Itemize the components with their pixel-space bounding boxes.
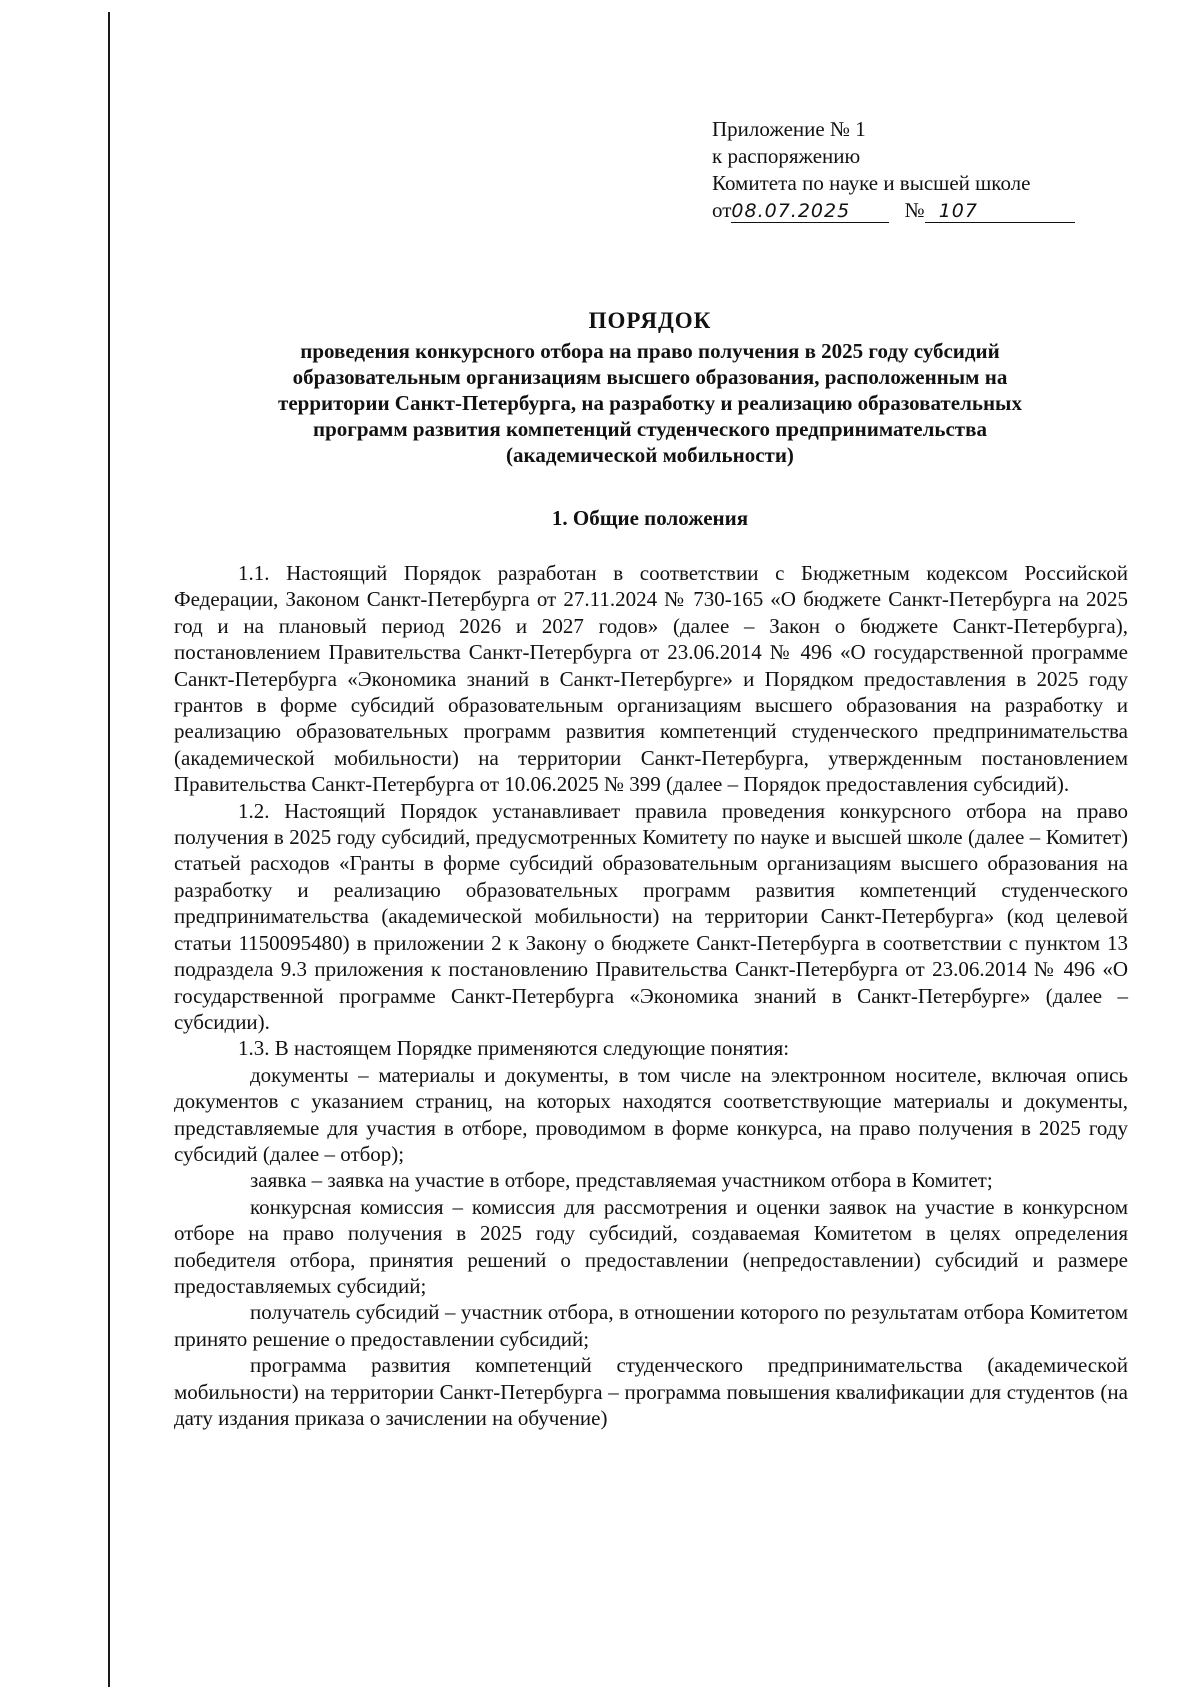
document-title <box>170 308 1130 468</box>
paragraph-1-1: 1.1. Настоящий Порядок разработан в соответствии с Бюджетным кодексом Российской Федерации, Законом Санкт-Петербурга от 27.11.2024 № 730-165 «О бюджете Санкт-Петербурга на 2025 год и на плановый период 2026 и 2027 годов» (далее – Закон о бюджете Санкт-Петербурга), постановлением Правительства Санкт-Петербурга от 23.06.2014 № 496 «О государственной программе Санкт-Петербурга «Экономика знаний в Санкт-Петербурге» и Порядком предоставления в 2025 году грантов в форме субсидий образовательным организациям высшего образования на разработку и реализацию образовательных программ развития компетенций студенческого предпринимательства (академической мобильности) на территории Санкт-Петербурга, утвержденным постановлением Правительства Санкт-Петербурга от 10.06.2025 № 399 (далее – Порядок предоставления субсидий). <box>174 561 1128 797</box>
document-body <box>174 560 1128 1431</box>
title-line-4: программ развития компетенций студенческого предпринимательства <box>313 417 987 441</box>
appendix-header <box>712 116 1092 224</box>
definition-recipient: получатель субсидий – участник отбора, в отношении которого по результатам отбора Комитетом принято решение о предоставлении субсидий; <box>174 1300 1128 1351</box>
appendix-line-3: Комитета по науке и высшей школе <box>712 171 1031 195</box>
appendix-line-1: Приложение № 1 <box>712 117 866 141</box>
definition-documents: документы – материалы и документы, в том числе на электронном носителе, включая опись документов с указанием страниц, на которых находятся соответствующие материалы и документы, представляемые для участия в отборе, проводимом в форме конкурса, на право получения в 2025 году субсидий (далее – отбор); <box>174 1062 1128 1166</box>
title-line-1: проведения конкурсного отбора на право получения в 2025 году субсидий <box>300 339 1000 363</box>
definition-program: программа развития компетенций студенческого предпринимательства (академической мобильности) на территории Санкт-Петербурга – программа повышения квалификации для студентов (на дату издания приказа о зачислении на обучение) <box>174 1353 1128 1430</box>
paragraph-1-3: 1.3. В настоящем Порядке применяются следующие понятия: <box>238 1036 790 1061</box>
appendix-line-2: к распоряжению <box>712 144 861 168</box>
title-main: ПОРЯДОК <box>588 308 712 333</box>
title-line-2: образовательным организациям высшего образования, расположенным на <box>292 365 1008 389</box>
number-label: № <box>904 198 925 222</box>
paragraph-1-2: 1.2. Настоящий Порядок устанавливает правила проведения конкурсного отбора на право получения в 2025 году субсидий, предусмотренных Комитету по науке и высшей школе (далее – Комитет) статьей расходов «Гранты в форме субсидий образовательным организациям высшего образования на разработку и реализацию образовательных программ развития компетенций студенческого предпринимательства (академической мобильности) на территории Санкт-Петербурга» (код целевой статьи 1150095480) в приложении 2 к Закону о бюджете Санкт-Петербурга в соответствии с пунктом 13 подраздела 9.3 приложения к постановлению Правительства Санкт-Петербурга от 23.06.2014 № 496 «О государственной программе Санкт-Петербурга «Экономика знаний в Санкт-Петербурге» (далее – субсидии). <box>174 798 1128 1034</box>
date-handwritten: 08.07.2025 <box>731 200 851 222</box>
number-handwritten: 107 <box>938 200 978 222</box>
definition-commission: конкурсная комиссия – комиссия для рассмотрения и оценки заявок на участие в конкурсном отборе на право получения в 2025 году субсидий, создаваемая Комитетом в целях определения победителя отбора, принятия решений о предоставлении (непредоставлении) субсидий и размере предоставляемых субсидий; <box>174 1194 1128 1298</box>
section-heading: 1. Общие положения <box>551 506 749 530</box>
appendix-date-line <box>712 197 1092 224</box>
title-line-5: (академической мобильности) <box>506 443 794 467</box>
number-field <box>925 199 1075 223</box>
title-line-3: территории Санкт-Петербурга, на разработку и реализацию образовательных <box>278 391 1022 415</box>
definition-application: заявка – заявка на участие в отборе, представляемая участником отбора в Комитет; <box>250 1168 993 1193</box>
date-prefix: от <box>712 198 732 222</box>
left-margin-rule <box>108 12 110 1687</box>
date-field <box>731 199 889 223</box>
